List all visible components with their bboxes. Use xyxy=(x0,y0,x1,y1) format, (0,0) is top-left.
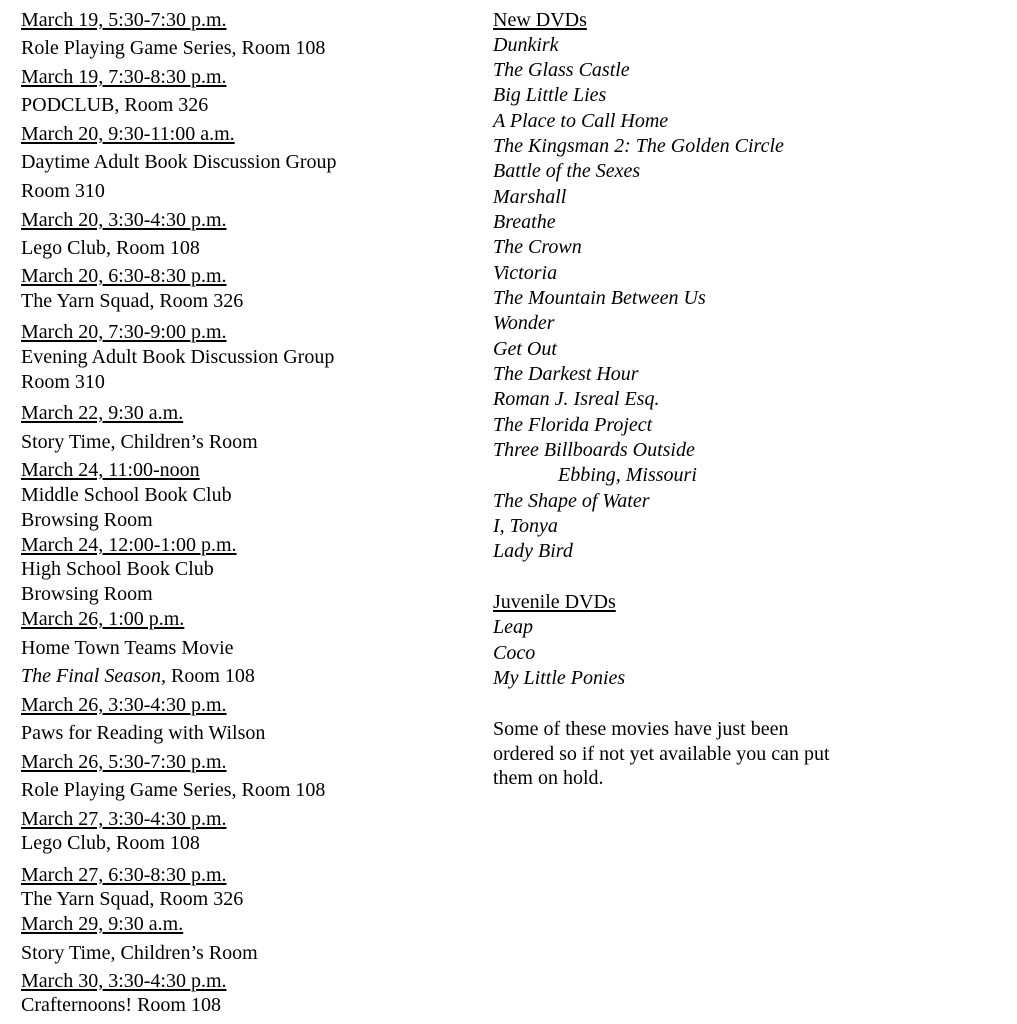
event-date: March 26, 3:30-4:30 p.m. xyxy=(21,694,227,716)
new-dvds-heading: New DVDs xyxy=(493,9,587,31)
dvd-title: The Darkest Hour xyxy=(493,363,639,385)
event-date: March 24, 11:00-noon xyxy=(21,459,200,481)
dvd-title: My Little Ponies xyxy=(493,667,626,689)
event-desc: Paws for Reading with Wilson xyxy=(21,722,266,744)
event-date: March 27, 3:30-4:30 p.m. xyxy=(21,808,227,830)
event-desc: Story Time, Children’s Room xyxy=(21,431,258,453)
dvd-title: Three Billboards Outside xyxy=(493,439,695,461)
event-date: March 22, 9:30 a.m. xyxy=(21,402,184,424)
dvd-title: Lady Bird xyxy=(493,540,573,562)
dvd-title: Roman J. Isreal Esq. xyxy=(493,388,660,410)
hold-note: Some of these movies have just been ordered so if not yet available you can put them on hold. xyxy=(493,718,830,789)
dvd-title: Get Out xyxy=(493,338,557,360)
event-desc: Room 310 xyxy=(21,371,105,393)
dvd-title: Marshall xyxy=(493,186,567,208)
event-desc: Lego Club, Room 108 xyxy=(21,237,200,259)
event-desc: Browsing Room xyxy=(21,583,153,605)
dvd-title: Victoria xyxy=(493,262,558,284)
dvd-title: The Kingsman 2: The Golden Circle xyxy=(493,135,784,157)
dvd-title: Coco xyxy=(493,642,536,664)
dvd-title: Battle of the Sexes xyxy=(493,160,641,182)
event-date: March 27, 6:30-8:30 p.m. xyxy=(21,864,227,886)
event-date: March 20, 6:30-8:30 p.m. xyxy=(21,265,227,287)
event-desc: Browsing Room xyxy=(21,509,153,531)
dvd-title-continued: Ebbing, Missouri xyxy=(558,464,697,486)
event-date: March 20, 3:30-4:30 p.m. xyxy=(21,209,227,231)
dvd-title: The Florida Project xyxy=(493,414,653,436)
event-desc: The Yarn Squad, Room 326 xyxy=(21,888,244,910)
event-date: March 19, 5:30-7:30 p.m. xyxy=(21,9,227,31)
event-desc xyxy=(21,665,255,687)
event-date: March 30, 3:30-4:30 p.m. xyxy=(21,970,227,992)
event-desc: Daytime Adult Book Discussion Group xyxy=(21,151,337,173)
event-desc: The Yarn Squad, Room 326 xyxy=(21,290,244,312)
dvd-title: The Crown xyxy=(493,236,582,258)
event-date: March 20, 7:30-9:00 p.m. xyxy=(21,321,227,343)
movie-title: The Final Season, xyxy=(21,665,166,687)
dvd-title: The Shape of Water xyxy=(493,490,650,512)
event-desc: Room 310 xyxy=(21,180,105,202)
juvenile-dvds-heading: Juvenile DVDs xyxy=(493,591,616,613)
event-desc: Role Playing Game Series, Room 108 xyxy=(21,37,326,59)
event-desc: Role Playing Game Series, Room 108 xyxy=(21,779,326,801)
event-date: March 29, 9:30 a.m. xyxy=(21,913,184,935)
dvd-title: Leap xyxy=(493,616,533,638)
event-desc: High School Book Club xyxy=(21,558,214,580)
dvd-title: Big Little Lies xyxy=(493,84,607,106)
event-desc: Crafternoons! Room 108 xyxy=(21,994,221,1016)
dvd-title: The Glass Castle xyxy=(493,59,630,81)
event-desc: PODCLUB, Room 326 xyxy=(21,94,209,116)
event-date: March 24, 12:00-1:00 p.m. xyxy=(21,534,237,556)
dvd-title: Breathe xyxy=(493,211,556,233)
event-date: March 26, 1:00 p.m. xyxy=(21,608,185,630)
event-room: Room 108 xyxy=(166,665,255,687)
event-desc: Story Time, Children’s Room xyxy=(21,942,258,964)
dvd-title: Dunkirk xyxy=(493,34,559,56)
event-desc: Middle School Book Club xyxy=(21,484,232,506)
dvd-title: I, Tonya xyxy=(493,515,558,537)
event-date: March 19, 7:30-8:30 p.m. xyxy=(21,66,227,88)
event-date: March 26, 5:30-7:30 p.m. xyxy=(21,751,227,773)
event-desc: Lego Club, Room 108 xyxy=(21,832,200,854)
event-desc: Evening Adult Book Discussion Group xyxy=(21,346,335,368)
dvd-title: The Mountain Between Us xyxy=(493,287,706,309)
event-desc: Home Town Teams Movie xyxy=(21,637,234,659)
event-date: March 20, 9:30-11:00 a.m. xyxy=(21,123,235,145)
dvd-title: A Place to Call Home xyxy=(493,110,669,132)
dvd-title: Wonder xyxy=(493,312,555,334)
